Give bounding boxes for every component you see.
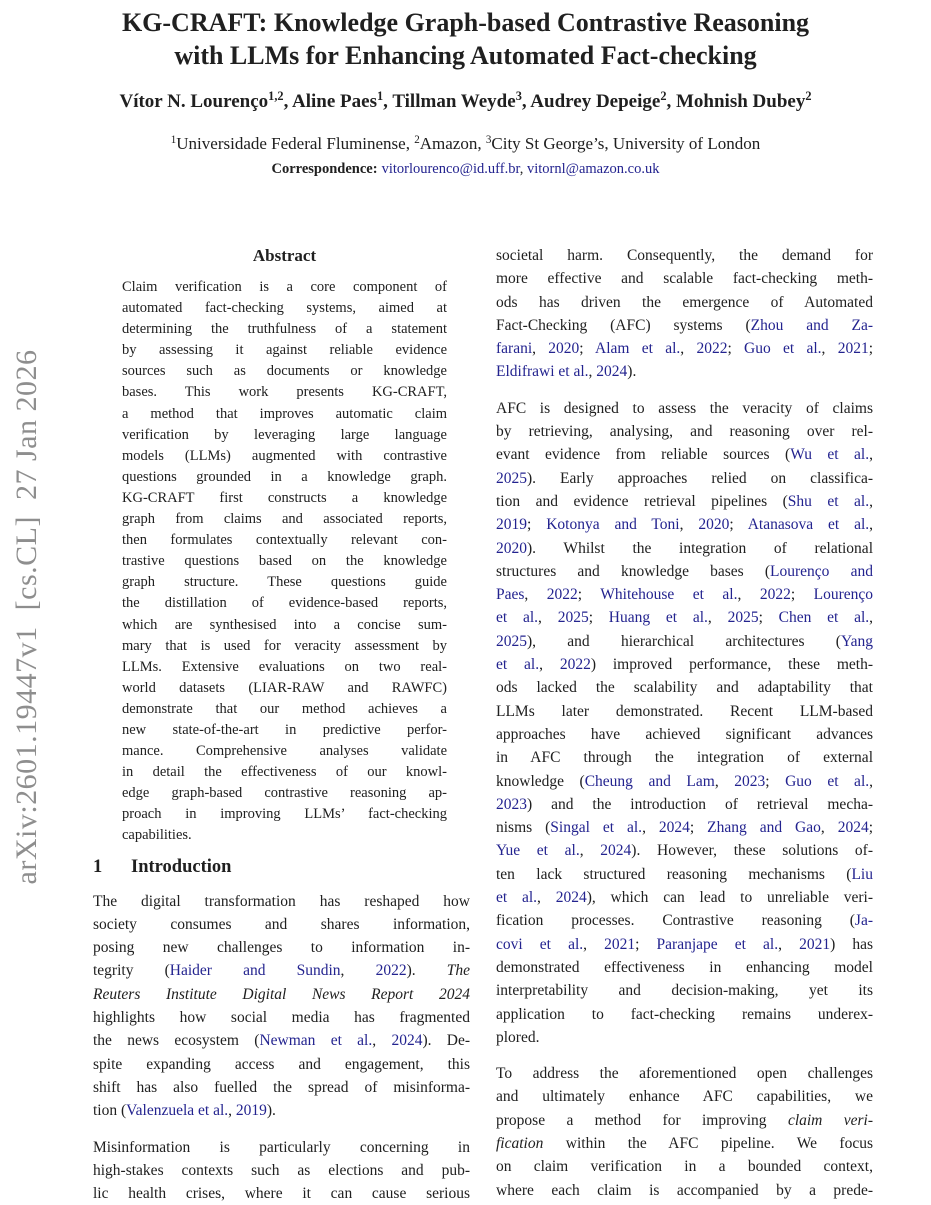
left-column bbox=[93, 244, 470, 1205]
intro-paragraph-1 bbox=[93, 890, 470, 1123]
section-number: 1 bbox=[93, 857, 131, 878]
text-line: Yue et al., 2024). However, these solutions of- bbox=[496, 839, 873, 862]
text-line: 2025), and hierarchical architectures (Yang bbox=[496, 630, 873, 653]
text-line: more effective and scalable fact-checking meth- bbox=[496, 267, 873, 290]
citation-link[interactable]: 2019 bbox=[236, 1102, 267, 1119]
text-line: and ultimately enhance AFC capabilities, we bbox=[496, 1085, 873, 1108]
correspondence-emails: vitorlourenco@id.uff.br, vitornl@amazon.co.uk bbox=[382, 161, 660, 177]
text-line: LLMs. Extensive evaluations on two real- bbox=[122, 657, 447, 678]
text-line: proach in improving LLMs’ fact-checking bbox=[122, 804, 447, 825]
citation-link[interactable]: 2020 bbox=[698, 516, 729, 533]
text-line: approaches have achieved significant advances bbox=[496, 723, 873, 746]
text-line: new state-of-the-art in predictive perfor- bbox=[122, 720, 447, 741]
text-line: sources such as documents or knowledge bbox=[122, 361, 447, 382]
citation-link[interactable]: 2024 bbox=[556, 889, 587, 906]
text-line: tion (Valenzuela et al., 2019). bbox=[93, 1099, 470, 1122]
citation-link[interactable]: Whitehouse et al. bbox=[600, 586, 737, 603]
citation-link[interactable]: Kotonya and Toni bbox=[546, 516, 679, 533]
citation-link[interactable]: farani bbox=[496, 340, 532, 357]
emphasized-text: Reuters Institute Digital News Report 2024 bbox=[93, 986, 470, 1003]
text-line: spite expanding access and engagement, this bbox=[93, 1053, 470, 1076]
right-paragraph-2 bbox=[496, 397, 873, 1049]
citation-link[interactable]: Lourenço bbox=[814, 586, 873, 603]
citation-link[interactable]: Haider and Sundin bbox=[170, 962, 341, 979]
text-line: LLMs later demonstrated. Recent LLM-based bbox=[496, 700, 873, 723]
citation-link[interactable]: 2024 bbox=[659, 819, 690, 836]
text-line: in AFC through the integration of external bbox=[496, 746, 873, 769]
citation-link[interactable]: Alam et al. bbox=[595, 340, 680, 357]
text-line: verification by leveraging large language bbox=[122, 425, 447, 446]
right-paragraph-3 bbox=[496, 1062, 873, 1202]
text-line: evant evidence from reliable sources (Wu et al., bbox=[496, 443, 873, 466]
citation-link[interactable]: 2025 bbox=[728, 609, 759, 626]
superscript: 3 bbox=[516, 89, 522, 103]
abstract-text bbox=[93, 277, 470, 847]
abstract-heading: Abstract bbox=[93, 244, 470, 266]
text-line: graph structure. These questions guide bbox=[122, 572, 447, 593]
citation-link[interactable]: Paes bbox=[496, 586, 524, 603]
text-line: then formulates contextually relevant con- bbox=[122, 530, 447, 551]
citation-link[interactable]: 2022 bbox=[376, 962, 407, 979]
text-line: societal harm. Consequently, the demand for bbox=[496, 244, 873, 267]
text-line: propose a method for improving claim veri- bbox=[496, 1109, 873, 1132]
text-line: nisms (Singal et al., 2024; Zhang and Gao, 2024; bbox=[496, 816, 873, 839]
citation-link[interactable]: et al. bbox=[496, 656, 539, 673]
citation-link[interactable]: 2019 bbox=[496, 516, 527, 533]
citation-link[interactable]: et al. bbox=[496, 609, 538, 626]
citation-link[interactable]: Atanasova et al. bbox=[748, 516, 869, 533]
text-line: covi et al., 2021; Paranjape et al., 2021) has bbox=[496, 933, 873, 956]
citation-link[interactable]: 2021 bbox=[604, 936, 635, 953]
citation-link[interactable]: Zhang and Gao bbox=[707, 819, 821, 836]
text-line: application to fact-checking remains underex- bbox=[496, 1003, 873, 1026]
text-line: mance. Comprehensive analyses validate bbox=[122, 741, 447, 762]
emphasized-text: fication bbox=[496, 1135, 543, 1152]
emphasized-text: claim veri- bbox=[788, 1112, 873, 1129]
text-line: ods lacked the scalability and adaptability that bbox=[496, 676, 873, 699]
section-heading-introduction bbox=[93, 857, 470, 878]
paper-title bbox=[0, 0, 931, 72]
text-line: fication within the AFC pipeline. We focus bbox=[496, 1132, 873, 1155]
text-line: determining the truthfulness of a statement bbox=[122, 319, 447, 340]
text-line: knowledge (Cheung and Lam, 2023; Guo et al., bbox=[496, 770, 873, 793]
citation-link[interactable]: 2020 bbox=[496, 540, 527, 557]
superscript: 3 bbox=[486, 134, 492, 146]
citation-link[interactable]: 2025 bbox=[558, 609, 589, 626]
text-line: The digital transformation has reshaped how bbox=[93, 890, 470, 913]
text-line: on claim verification in a bounded context, bbox=[496, 1155, 873, 1178]
superscript: 2 bbox=[805, 89, 811, 103]
text-line: 2020). Whilst the integration of relational bbox=[496, 537, 873, 560]
arxiv-watermark: arXiv:2601.19447v1 [cs.CL] 27 Jan 2026 bbox=[10, 350, 44, 885]
citation-link[interactable]: 2023 bbox=[734, 773, 765, 790]
citation-link[interactable]: Yang bbox=[841, 633, 873, 650]
text-line: farani, 2020; Alam et al., 2022; Guo et al., 2021; bbox=[496, 337, 873, 360]
paper-title-line1: KG-CRAFT: Knowledge Graph-based Contrastive Reasoning bbox=[0, 6, 931, 39]
text-line: the news ecosystem (Newman et al., 2024). De- bbox=[93, 1029, 470, 1052]
text-line: where each claim is accompanied by a prede- bbox=[496, 1179, 873, 1202]
text-line: demonstrated effectiveness in enhancing model bbox=[496, 956, 873, 979]
text-line: high-stakes contexts such as elections and pub- bbox=[93, 1159, 470, 1182]
citation-link[interactable]: Huang et al. bbox=[609, 609, 708, 626]
text-line: tegrity (Haider and Sundin, 2022). The bbox=[93, 959, 470, 982]
citation-link[interactable]: Zhou and Za- bbox=[751, 317, 873, 334]
text-line bbox=[93, 983, 470, 1006]
text-line: mary that is used for veracity assessment by bbox=[122, 636, 447, 657]
citation-link[interactable]: 2024 bbox=[838, 819, 869, 836]
text-line: tion and evidence retrieval pipelines (Shu et al., bbox=[496, 490, 873, 513]
citation-link[interactable]: Paranjape et al. bbox=[657, 936, 779, 953]
text-line: 2025). Early approaches relied on classifica- bbox=[496, 467, 873, 490]
citation-link[interactable]: Newman et al. bbox=[259, 1032, 372, 1049]
text-line: Eldifrawi et al., 2024). bbox=[496, 360, 873, 383]
citation-link[interactable]: vitornl@amazon.co.uk bbox=[527, 161, 660, 177]
superscript: 1 bbox=[171, 134, 177, 146]
text-line: et al., 2025; Huang et al., 2025; Chen et al., bbox=[496, 606, 873, 629]
citation-link[interactable]: 2022 bbox=[696, 340, 727, 357]
text-line: Misinformation is particularly concerning in bbox=[93, 1136, 470, 1159]
citation-link[interactable]: 2022 bbox=[547, 586, 578, 603]
text-line: a method that improves automatic claim bbox=[122, 404, 447, 425]
text-line: 2019; Kotonya and Toni, 2020; Atanasova et al., bbox=[496, 513, 873, 536]
paper-header bbox=[0, 0, 931, 178]
text-line: posing new challenges to information in- bbox=[93, 936, 470, 959]
text-line: ods has driven the emergence of Automated bbox=[496, 291, 873, 314]
citation-link[interactable]: 2021 bbox=[799, 936, 830, 953]
citation-link[interactable]: Shu et al. bbox=[788, 493, 869, 510]
text-line: et al., 2024), which can lead to unreliable veri- bbox=[496, 886, 873, 909]
correspondence-label: Correspondence: bbox=[272, 161, 378, 177]
citation-link[interactable]: 2021 bbox=[838, 340, 869, 357]
citation-link[interactable]: 2025 bbox=[496, 633, 527, 650]
text-line: capabilities. bbox=[122, 825, 447, 846]
text-line: models (LLMs) augmented with contrastive bbox=[122, 446, 447, 467]
right-paragraph-1 bbox=[496, 244, 873, 384]
text-line: which are synthesised into a concise sum- bbox=[122, 615, 447, 636]
text-line: ten lack structured reasoning mechanisms (Liu bbox=[496, 863, 873, 886]
text-line: society consumes and shares information, bbox=[93, 913, 470, 936]
emphasized-text: The bbox=[447, 962, 470, 979]
text-line: AFC is designed to assess the veracity of claims bbox=[496, 397, 873, 420]
citation-link[interactable]: 2023 bbox=[496, 796, 527, 813]
text-line: questions grounded in a knowledge graph. bbox=[122, 467, 447, 488]
text-line: plored. bbox=[496, 1026, 873, 1049]
text-line: in detail the effectiveness of our knowl- bbox=[122, 762, 447, 783]
text-line: by assessing it against reliable evidence bbox=[122, 340, 447, 361]
citation-link[interactable]: Valenzuela et al. bbox=[126, 1102, 228, 1119]
text-line: automated fact-checking systems, aimed at bbox=[122, 298, 447, 319]
correspondence-line bbox=[0, 161, 931, 178]
text-line: Fact-Checking (AFC) systems (Zhou and Za- bbox=[496, 314, 873, 337]
citation-link[interactable]: Lourenço and bbox=[770, 563, 873, 580]
text-line: edge graph-based contrastive reasoning ap- bbox=[122, 783, 447, 804]
citation-link[interactable]: 2020 bbox=[548, 340, 579, 357]
superscript: 2 bbox=[660, 89, 666, 103]
citation-link[interactable]: Cheung and Lam bbox=[585, 773, 715, 790]
text-line: by retrieving, analysing, and reasoning over rel- bbox=[496, 420, 873, 443]
citation-link[interactable]: 2024 bbox=[600, 842, 631, 859]
text-line: structures and knowledge bases (Lourenço and bbox=[496, 560, 873, 583]
text-line: To address the aforementioned open challenges bbox=[496, 1062, 873, 1085]
text-line: KG-CRAFT first constructs a knowledge bbox=[122, 488, 447, 509]
citation-link[interactable]: vitorlourenco@id.uff.br bbox=[382, 161, 520, 177]
citation-link[interactable]: Singal et al. bbox=[550, 819, 642, 836]
superscript: 2 bbox=[414, 134, 420, 146]
citation-link[interactable]: Guo et al. bbox=[744, 340, 822, 357]
text-line: demonstrate that our method achieves a bbox=[122, 699, 447, 720]
citation-link[interactable]: Yue et al. bbox=[496, 842, 580, 859]
citation-link[interactable]: Guo et al. bbox=[785, 773, 869, 790]
text-line: lic health crises, where it can cause serious bbox=[93, 1182, 470, 1205]
text-line: highlights how social media has fragmented bbox=[93, 1006, 470, 1029]
text-line: 2023) and the introduction of retrieval mecha- bbox=[496, 793, 873, 816]
intro-paragraph-2 bbox=[93, 1136, 470, 1205]
paper-title-line2: with LLMs for Enhancing Automated Fact-checking bbox=[0, 39, 931, 72]
right-column bbox=[496, 244, 873, 1205]
text-line: shift has also fuelled the spread of misinforma- bbox=[93, 1076, 470, 1099]
two-column-body bbox=[93, 244, 873, 1205]
text-line: Claim verification is a core component of bbox=[122, 277, 447, 298]
citation-link[interactable]: Eldifrawi et al. bbox=[496, 363, 589, 380]
citation-link[interactable]: 2022 bbox=[760, 586, 791, 603]
text-line: Paes, 2022; Whitehouse et al., 2022; Lourenço bbox=[496, 583, 873, 606]
text-line: trastive questions based on the knowledge bbox=[122, 551, 447, 572]
citation-link[interactable]: 2024 bbox=[596, 363, 627, 380]
section-title: Introduction bbox=[131, 857, 231, 877]
affiliations-line: $^1$Universidade Federal Fluminense, $^2$Amazon, $^3$City St George’s, University of London bbox=[0, 134, 931, 154]
text-line: fication processes. Contrastive reasoning (Ja- bbox=[496, 909, 873, 932]
text-line: world datasets (LIAR-RAW and RAWFC) bbox=[122, 678, 447, 699]
citation-link[interactable]: 2022 bbox=[560, 656, 591, 673]
citation-link[interactable]: et al. bbox=[496, 889, 537, 906]
superscript: 1 bbox=[377, 89, 383, 103]
text-line: et al., 2022) improved performance, these meth- bbox=[496, 653, 873, 676]
citation-link[interactable]: Liu bbox=[851, 866, 873, 883]
citation-link[interactable]: Ja- bbox=[855, 912, 873, 929]
text-line: graph from claims and associated reports, bbox=[122, 509, 447, 530]
author-line: Vítor N. Lourenço$^{1,2}$, Aline Paes$^1$, Tillman Weyde$^3$, Audrey Depeige$^2$, Mohnish Dubey$^2$ bbox=[0, 89, 931, 113]
citation-link[interactable]: 2025 bbox=[496, 470, 527, 487]
text-line: bases. This work presents KG-CRAFT, bbox=[122, 382, 447, 403]
text-line: the distillation of evidence-based reports, bbox=[122, 593, 447, 614]
citation-link[interactable]: Chen et al. bbox=[779, 609, 870, 626]
citation-link[interactable]: covi et al. bbox=[496, 936, 583, 953]
citation-link[interactable]: Wu et al. bbox=[790, 446, 869, 463]
text-line: interpretability and decision-making, yet its bbox=[496, 979, 873, 1002]
superscript: 1,2 bbox=[268, 89, 283, 103]
citation-link[interactable]: 2024 bbox=[391, 1032, 422, 1049]
